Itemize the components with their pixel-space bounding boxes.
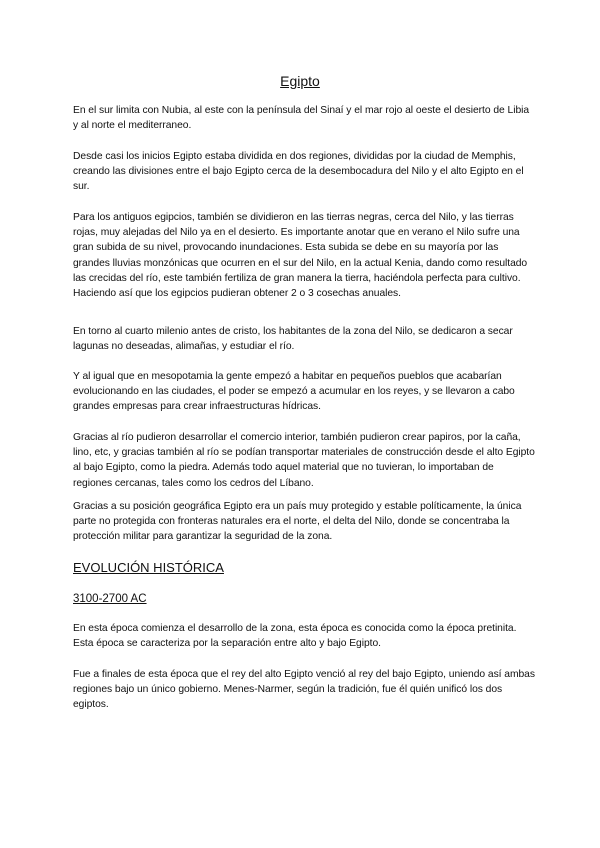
section-heading: EVOLUCIÓN HISTÓRICA bbox=[73, 560, 224, 575]
paragraph-commerce: Gracias al río pudieron desarrollar el comercio interior, también pudieron crear papiros, por la caña, lino, etc, y gracias también al río se podían transportar materiales de construcción desde el alto Egipto al bajo Egipto, como la piedra. Además todo aquel material que no tuvieran, lo importaban de regiones cercanas, tales como los cedros del Líbano. bbox=[73, 432, 535, 489]
document-title: Egipto bbox=[280, 73, 320, 89]
paragraph-unification: Fue a finales de esta época que el rey del alto Egipto venció al rey del bajo Egipto, uniendo así ambas regiones bajo un único gobierno. Menes-Narmer, según la tradición, fue él quién unificó los dos egiptos. bbox=[73, 669, 535, 711]
paragraph-lands-and-floods: Para los antiguos egipcios, también se dividieron en las tierras negras, cerca del Nilo, y las tierras rojas, muy alejadas del Nilo ya en el desierto. Es importante anotar que en verano el Nilo sufre una gran subida de su nivel, provocando inundaciones. Esta subida se debe en su mayoría por las grandes lluvias monzónicas que ocurren en el sur del Nilo, en la actual Kenia, dando como resultado las crecidas del río, este también fertiliza de gran manera la tierra, haciéndola perfecta para cultivo. Haciendo así que los egipcios pudieran obtener 2 o 3 cosechas anuales. bbox=[73, 212, 528, 300]
paragraph-regions: Desde casi los inicios Egipto estaba dividida en dos regiones, divididas por la ciudad de Memphis, creando las divisiones entre el bajo Egipto cerca de la desembocadura del Nilo y el alto Egipto en el sur. bbox=[73, 151, 524, 193]
subsection-heading: 3100-2700 AC bbox=[73, 593, 147, 605]
paragraph-cities-and-power: Y al igual que en mesopotamia la gente empezó a habitar en pequeños pueblos que acabarían evolucionando en las ciudades, el poder se empezó a acumular en los reyes, y se llevaron a cabo grandes empresas para crear infraestructuras hídricas. bbox=[73, 371, 515, 413]
paragraph-geography: Gracias a su posición geográfica Egipto era un país muy protegido y estable políticamente, la única parte no protegida con fronteras naturales era el norte, el delta del Nilo, donde se concentraba la protección militar para garantizar la seguridad de la zona. bbox=[73, 501, 522, 543]
paragraph-fourth-millennium: En torno al cuarto milenio antes de cristo, los habitantes de la zona del Nilo, se dedicaron a secar lagunas no deseadas, alimañas, y estudiar el río. bbox=[73, 326, 513, 353]
paragraph-borders: En el sur limita con Nubia, al este con la península del Sinaí y el mar rojo al oeste el desierto de Libia y al norte el mediterraneo. bbox=[73, 105, 530, 132]
paragraph-pretinita-period: En esta época comienza el desarrollo de la zona, esta época es conocida como la época pretinita. Esta época se caracteriza por la separación entre alto y bajo Egipto. bbox=[73, 623, 517, 650]
